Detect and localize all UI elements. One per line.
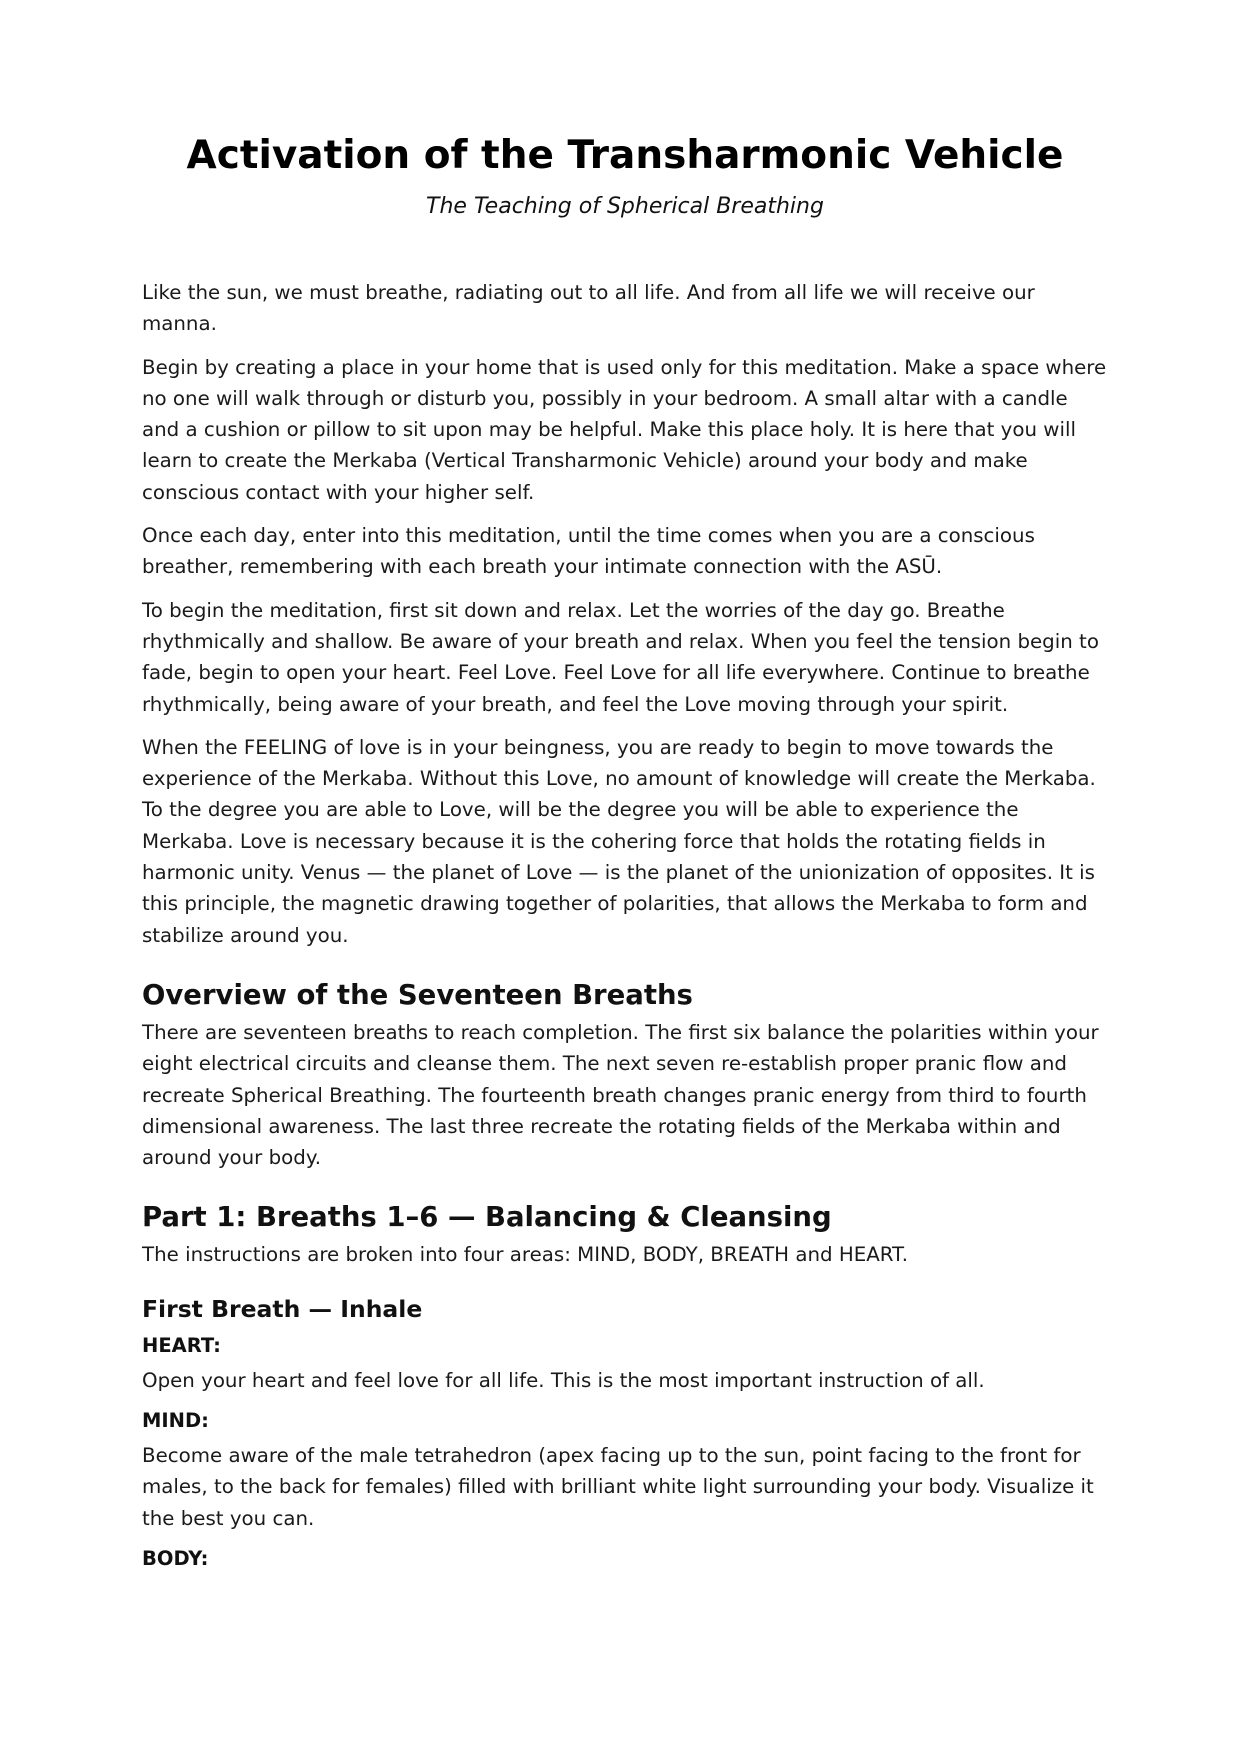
intro-paragraph: When the FEELING of love is in your beingness, you are ready to begin to move towards the experience of the Merkaba. Without this Love, no amount of knowledge will create the Merkaba. To the degree you are able to Love, will be the degree you will be able to experience the Merkaba. Love is necessary because it is the cohering force that holds the rotating fields in harmonic unity. Venus — the planet of Love — is the planet of the unionization of opposites. It is this principle, the magnetic drawing together of polarities, that allows the Merkaba to form and stabilize around you. bbox=[142, 735, 1096, 947]
body-label: BODY: bbox=[142, 1546, 209, 1570]
page-subtitle: The Teaching of Spherical Breathing bbox=[426, 194, 824, 219]
document-page bbox=[142, 0, 1108, 1578]
intro-paragraph: To begin the meditation, first sit down and relax. Let the worries of the day go. Breathe rhythmically and shallow. Be aware of your breath and relax. When you feel the tension begin to fade, begin to open your heart. Feel Love. Feel Love for all life everywhere. Continue to breathe rhythmically, being aware of your breath, and feel the Love moving through your spirit. bbox=[142, 598, 1099, 716]
mind-label: MIND: bbox=[142, 1409, 209, 1433]
first-breath-heading: First Breath — Inhale bbox=[142, 1294, 423, 1323]
part1-paragraph: The instructions are broken into four areas: MIND, BODY, BREATH and HEART. bbox=[142, 1243, 909, 1267]
intro-paragraph: Begin by creating a place in your home that is used only for this meditation. Make a space where no one will walk through or disturb you, possibly in your bedroom. A small altar with a candle and a cushion or pillow to sit upon may be helpful. Make this place holy. It is here that you will learn to create the Merkaba (Vertical Transharmonic Vehicle) around your body and make conscious contact with your higher self. bbox=[142, 355, 1107, 504]
intro-paragraph: Once each day, enter into this meditation, until the time comes when you are a conscious breather, remembering with each breath your intimate connection with the ASŪ. bbox=[142, 524, 1035, 579]
overview-paragraph: There are seventeen breaths to reach completion. The first six balance the polarities within your eight electrical circuits and cleanse them. The next seven re-establish proper pranic flow and recreate Spherical Breathing. The fourteenth breath changes pranic energy from third to fourth dimensional awareness. The last three recreate the rotating fields of the Merkaba within and around your body. bbox=[142, 1020, 1099, 1170]
heart-text: Open your heart and feel love for all life. This is the most important instruction of all. bbox=[142, 1368, 985, 1392]
intro-section bbox=[142, 277, 1108, 951]
mind-text: Become aware of the male tetrahedron (apex facing up to the sun, point facing to the front for males, to the back for females) filled with brilliant white light surrounding your body. Visualize it the best you can. bbox=[142, 1444, 1094, 1530]
intro-paragraph: Like the sun, we must breathe, radiating out to all life. And from all life we will receive our manna. bbox=[142, 281, 1035, 336]
overview-heading: Overview of the Seventeen Breaths bbox=[142, 978, 693, 1011]
heart-label: HEART: bbox=[142, 1333, 221, 1357]
page-title: Activation of the Transharmonic Vehicle bbox=[186, 133, 1064, 178]
part1-heading: Part 1: Breaths 1–6 — Balancing & Cleansing bbox=[142, 1201, 832, 1234]
